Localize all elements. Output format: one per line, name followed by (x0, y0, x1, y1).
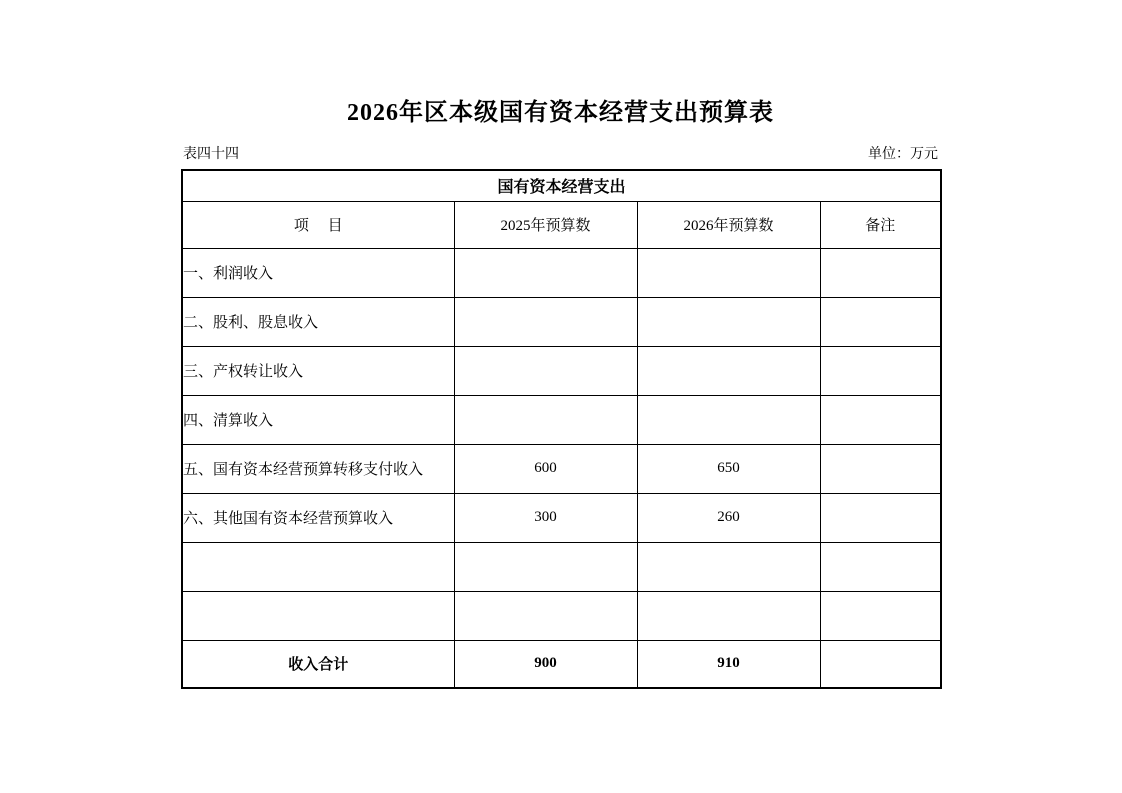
table-row (182, 346, 941, 395)
table-row (182, 493, 941, 542)
table-row (182, 248, 941, 297)
table-row (182, 297, 941, 346)
cell-2026 (637, 395, 820, 444)
column-header-2025: 2025年预算数 (454, 201, 637, 248)
cell-note (820, 493, 941, 542)
cell-2025: 300 (454, 493, 637, 542)
cell-item: 一、利润收入 (182, 248, 454, 297)
total-row (182, 640, 941, 688)
table-row (182, 444, 941, 493)
cell-2025 (454, 248, 637, 297)
total-label: 收入合计 (182, 640, 454, 688)
table-meta (181, 143, 940, 163)
cell-2026 (637, 248, 820, 297)
cell-2026 (637, 542, 820, 591)
total-2025: 900 (454, 640, 637, 688)
cell-item (182, 591, 454, 640)
cell-2026: 650 (637, 444, 820, 493)
budget-table (181, 169, 942, 689)
banner-row (182, 170, 941, 201)
cell-2025 (454, 297, 637, 346)
cell-2025 (454, 395, 637, 444)
table-banner: 国有资本经营支出 (182, 170, 941, 201)
cell-item: 六、其他国有资本经营预算收入 (182, 493, 454, 542)
cell-note (820, 542, 941, 591)
cell-item: 四、清算收入 (182, 395, 454, 444)
page-title: 2026年区本级国有资本经营支出预算表 (347, 100, 774, 126)
cell-item: 二、股利、股息收入 (182, 297, 454, 346)
cell-item (182, 542, 454, 591)
table-row (182, 591, 941, 640)
cell-note (820, 297, 941, 346)
table-number-label: 表四十四 (183, 147, 239, 162)
cell-2026 (637, 297, 820, 346)
column-header-2026: 2026年预算数 (637, 201, 820, 248)
total-note (820, 640, 941, 688)
cell-2026 (637, 346, 820, 395)
cell-note (820, 591, 941, 640)
cell-item: 五、国有资本经营预算转移支付收入 (182, 444, 454, 493)
cell-note (820, 346, 941, 395)
cell-2025: 600 (454, 444, 637, 493)
cell-item: 三、产权转让收入 (182, 346, 454, 395)
table-row (182, 395, 941, 444)
column-header-item: 项 目 (182, 201, 454, 248)
cell-2025 (454, 542, 637, 591)
cell-2025 (454, 591, 637, 640)
cell-2026 (637, 591, 820, 640)
cell-2026: 260 (637, 493, 820, 542)
total-2026: 910 (637, 640, 820, 688)
cell-2025 (454, 346, 637, 395)
column-header-note: 备注 (820, 201, 941, 248)
table-row (182, 542, 941, 591)
cell-note (820, 248, 941, 297)
column-header-row (182, 201, 941, 248)
cell-note (820, 444, 941, 493)
cell-note (820, 395, 941, 444)
unit-label: 单位：万元 (868, 147, 938, 162)
